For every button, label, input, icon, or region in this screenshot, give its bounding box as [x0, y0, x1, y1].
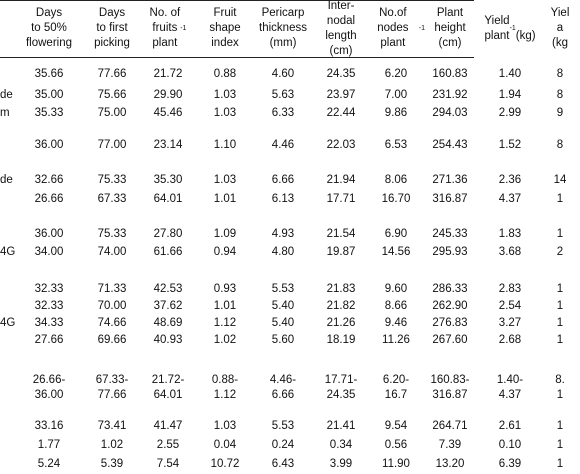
table-cell: 21.72- 64.01	[151, 374, 185, 401]
table-cell: 27.80	[153, 228, 183, 240]
table-cell: 294.03	[432, 107, 468, 119]
table-cell: 5.53	[271, 283, 295, 295]
column-header-c7: No.of nodes plant -1	[377, 7, 425, 49]
table-cell: 26.66	[34, 193, 64, 205]
table-cell: 26.66- 36.00	[32, 374, 66, 401]
table-cell: 7.39	[438, 439, 462, 451]
table-cell: 18.19	[326, 334, 356, 346]
table-cell: 4.37	[498, 193, 522, 205]
table-cell: 21.54	[326, 228, 356, 240]
table-cell: 3.27	[498, 317, 522, 329]
table-cell: 262.90	[432, 300, 468, 312]
table-cell: 7.00	[384, 89, 408, 101]
table-cell: 23.97	[326, 89, 356, 101]
table-cell: 3.68	[498, 246, 522, 258]
table-cell: 6.43	[271, 458, 295, 470]
row-label: 4G	[0, 246, 16, 258]
table-cell: 8.06	[384, 174, 408, 186]
table-cell: 75.33	[97, 174, 127, 186]
table-cell: 1.52	[498, 139, 522, 151]
table-cell: 74.66	[97, 317, 127, 329]
table-cell: 1	[556, 193, 564, 205]
table-cell: 4.46	[271, 139, 295, 151]
table-cell: 8	[556, 89, 564, 101]
table-cell: 1.94	[498, 89, 522, 101]
table-cell: 33.16	[34, 420, 64, 432]
table-cell: 2.83	[498, 283, 522, 295]
row-label: de	[0, 89, 13, 101]
table-cell: 6.90	[384, 228, 408, 240]
row-label: m	[0, 107, 10, 119]
table-cell: 254.43	[432, 139, 468, 151]
table-cell: 5.24	[37, 458, 61, 470]
table-cell: 5.60	[271, 334, 295, 346]
table-cell: 21.26	[326, 317, 356, 329]
table-cell: 0.88	[213, 68, 237, 80]
table-cell: 1.77	[37, 439, 61, 451]
table-cell: 2.36	[498, 174, 522, 186]
table-cell: 9.46	[384, 317, 408, 329]
table-cell: 4.93	[271, 228, 295, 240]
column-header-c3: No. of fruits plant -1	[149, 7, 187, 49]
table-cell: 17.71	[326, 193, 356, 205]
table-cell: 36.00	[34, 139, 64, 151]
table-cell: 4.60	[271, 68, 295, 80]
table-cell: 77.66	[97, 68, 127, 80]
table-cell: 17.71- 24.35	[324, 374, 358, 401]
table-cell: 316.87	[432, 193, 468, 205]
table-cell: 32.33	[34, 300, 64, 312]
table-cell: 1	[556, 300, 564, 312]
table-cell: 19.87	[326, 246, 356, 258]
table-cell: 7.54	[156, 458, 180, 470]
table-cell: 1.12	[213, 317, 237, 329]
table-cell: 10.72	[210, 458, 240, 470]
table-cell: 23.14	[153, 139, 183, 151]
table-cell: 1	[556, 228, 564, 240]
table-cell: 29.90	[153, 89, 183, 101]
table-cell: 271.36	[432, 174, 468, 186]
table-cell: 69.66	[97, 334, 127, 346]
table-cell: 9	[556, 107, 564, 119]
table-cell: 2.68	[498, 334, 522, 346]
column-header-c5: Pericarp thickness (mm)	[259, 7, 307, 49]
table-cell: 8	[556, 68, 564, 80]
column-header-c9: Yield plant -1 (kg)	[484, 14, 536, 42]
table-cell: 14	[553, 174, 567, 186]
table-cell: 22.03	[326, 139, 356, 151]
table-cell: 11.26	[382, 334, 410, 346]
table-cell: 67.33	[97, 193, 127, 205]
table-cell: 21.83	[326, 283, 356, 295]
column-header-c1: Days to 50% flowering	[25, 7, 73, 49]
table-cell: 24.35	[326, 68, 356, 80]
column-header-c10: Yiel a (kg	[550, 7, 570, 49]
table-cell: 27.66	[34, 334, 64, 346]
table-cell: 160.83	[432, 68, 468, 80]
row-label: 4G	[0, 317, 16, 329]
table-cell: 1	[556, 458, 564, 470]
table-cell: 11.90	[382, 458, 410, 470]
table-cell: 2.61	[498, 420, 522, 432]
table-cell: 5.40	[271, 317, 295, 329]
table-cell: 73.41	[97, 420, 127, 432]
table-cell: 9.86	[384, 107, 408, 119]
table-cell: 9.60	[384, 283, 408, 295]
table-cell: 21.94	[326, 174, 356, 186]
table-cell: 9.54	[384, 420, 408, 432]
table-header-rule	[0, 57, 474, 58]
column-header-c2: Days to first picking	[94, 7, 130, 49]
table-cell: 1.03	[213, 420, 237, 432]
table-cell: 0.24	[271, 439, 295, 451]
table-cell: 13.20	[435, 458, 465, 470]
table-cell: 264.71	[432, 420, 468, 432]
table-cell: 1	[556, 334, 564, 346]
table-cell: 8.66	[384, 300, 408, 312]
table-cell: 75.33	[97, 228, 127, 240]
table-cell: 6.39	[498, 458, 522, 470]
table-cell: 32.66	[34, 174, 64, 186]
table-cell: 295.93	[432, 246, 468, 258]
column-header-c4: Fruit shape index	[209, 7, 241, 49]
table-cell: 1	[556, 420, 564, 432]
row-label: de	[0, 174, 13, 186]
table-cell: 37.62	[153, 300, 183, 312]
table-cell: 16.70	[381, 193, 411, 205]
table-cell: 35.00	[34, 89, 64, 101]
table-cell: 8. 1	[555, 374, 565, 401]
table-cell: 6.33	[271, 107, 295, 119]
table-cell: 0.56	[384, 439, 408, 451]
table-cell: 22.44	[326, 107, 356, 119]
table-cell: 4.46- 6.66	[269, 374, 297, 401]
table-cell: 6.13	[271, 193, 295, 205]
table-cell: 35.33	[34, 107, 64, 119]
table-cell: 0.88- 1.12	[211, 374, 239, 401]
table-cell: 1.40- 4.37	[496, 374, 524, 401]
table-cell: 40.93	[153, 334, 183, 346]
table-cell: 2	[556, 246, 564, 258]
table-cell: 2.55	[156, 439, 180, 451]
table-cell: 0.93	[213, 283, 237, 295]
table-cell: 1.09	[213, 228, 237, 240]
table-cell: 286.33	[432, 283, 468, 295]
table-cell: 6.20- 16.7	[382, 374, 410, 401]
table-cell: 36.00	[34, 228, 64, 240]
table-cell: 160.83- 316.87	[430, 374, 470, 401]
table-cell: 6.53	[384, 139, 408, 151]
table-cell: 45.46	[153, 107, 183, 119]
table-cell: 35.30	[153, 174, 183, 186]
table-cell: 1.03	[213, 89, 237, 101]
table-cell: 74.00	[97, 246, 127, 258]
table-cell: 77.00	[97, 139, 127, 151]
table-cell: 1	[556, 439, 564, 451]
table-cell: 35.66	[34, 68, 64, 80]
table-cell: 5.63	[271, 89, 295, 101]
column-header-c8: Plant height (cm)	[434, 7, 466, 49]
table-cell: 8	[556, 139, 564, 151]
table-cell: 0.10	[498, 439, 522, 451]
table-cell: 1.02	[213, 334, 237, 346]
table-cell: 32.33	[34, 283, 64, 295]
table-cell: 21.72	[153, 68, 183, 80]
table-cell: 5.53	[271, 420, 295, 432]
table-cell: 75.66	[97, 89, 127, 101]
table-cell: 245.33	[432, 228, 468, 240]
table-cell: 34.00	[34, 246, 64, 258]
table-cell: 48.69	[153, 317, 183, 329]
table-cell: 0.94	[213, 246, 237, 258]
table-cell: 70.00	[97, 300, 127, 312]
table-cell: 1.01	[213, 300, 237, 312]
table-cell: 34.33	[34, 317, 64, 329]
table-cell: 2.99	[498, 107, 522, 119]
table-cell: 1.03	[213, 107, 237, 119]
table-cell: 5.39	[100, 458, 124, 470]
table-cell: 5.40	[271, 300, 295, 312]
table-cell: 1.40	[498, 68, 522, 80]
table-cell: 64.01	[153, 193, 183, 205]
table-cell: 2.54	[498, 300, 522, 312]
column-header-c6: Inter- nodal length (cm)	[325, 0, 357, 57]
table-cell: 231.92	[432, 89, 468, 101]
table-cell: 75.00	[97, 107, 127, 119]
table-cell: 14.56	[381, 246, 411, 258]
table-cell: 1.02	[100, 439, 124, 451]
table-cell: 1.01	[213, 193, 237, 205]
table-cell: 6.66	[271, 174, 295, 186]
table-cell: 71.33	[97, 283, 127, 295]
table-cell: 1	[556, 283, 564, 295]
table-cell: 276.83	[432, 317, 468, 329]
table-cell: 0.04	[213, 439, 237, 451]
table-cell: 67.33- 77.66	[95, 374, 129, 401]
table-cell: 6.20	[384, 68, 408, 80]
table-cell: 3.99	[329, 458, 353, 470]
table-cell: 21.41	[326, 420, 356, 432]
table-cell: 1.10	[213, 139, 237, 151]
table-cell: 1.83	[498, 228, 522, 240]
table-cell: 4.80	[271, 246, 295, 258]
table-cell: 0.34	[329, 439, 353, 451]
table-cell: 41.47	[153, 420, 183, 432]
table-cell: 42.53	[153, 283, 183, 295]
table-cell: 21.82	[326, 300, 356, 312]
table-cell: 1.03	[213, 174, 237, 186]
table-cell: 1	[556, 317, 564, 329]
table-cell: 267.60	[432, 334, 468, 346]
table-cell: 61.66	[153, 246, 183, 258]
